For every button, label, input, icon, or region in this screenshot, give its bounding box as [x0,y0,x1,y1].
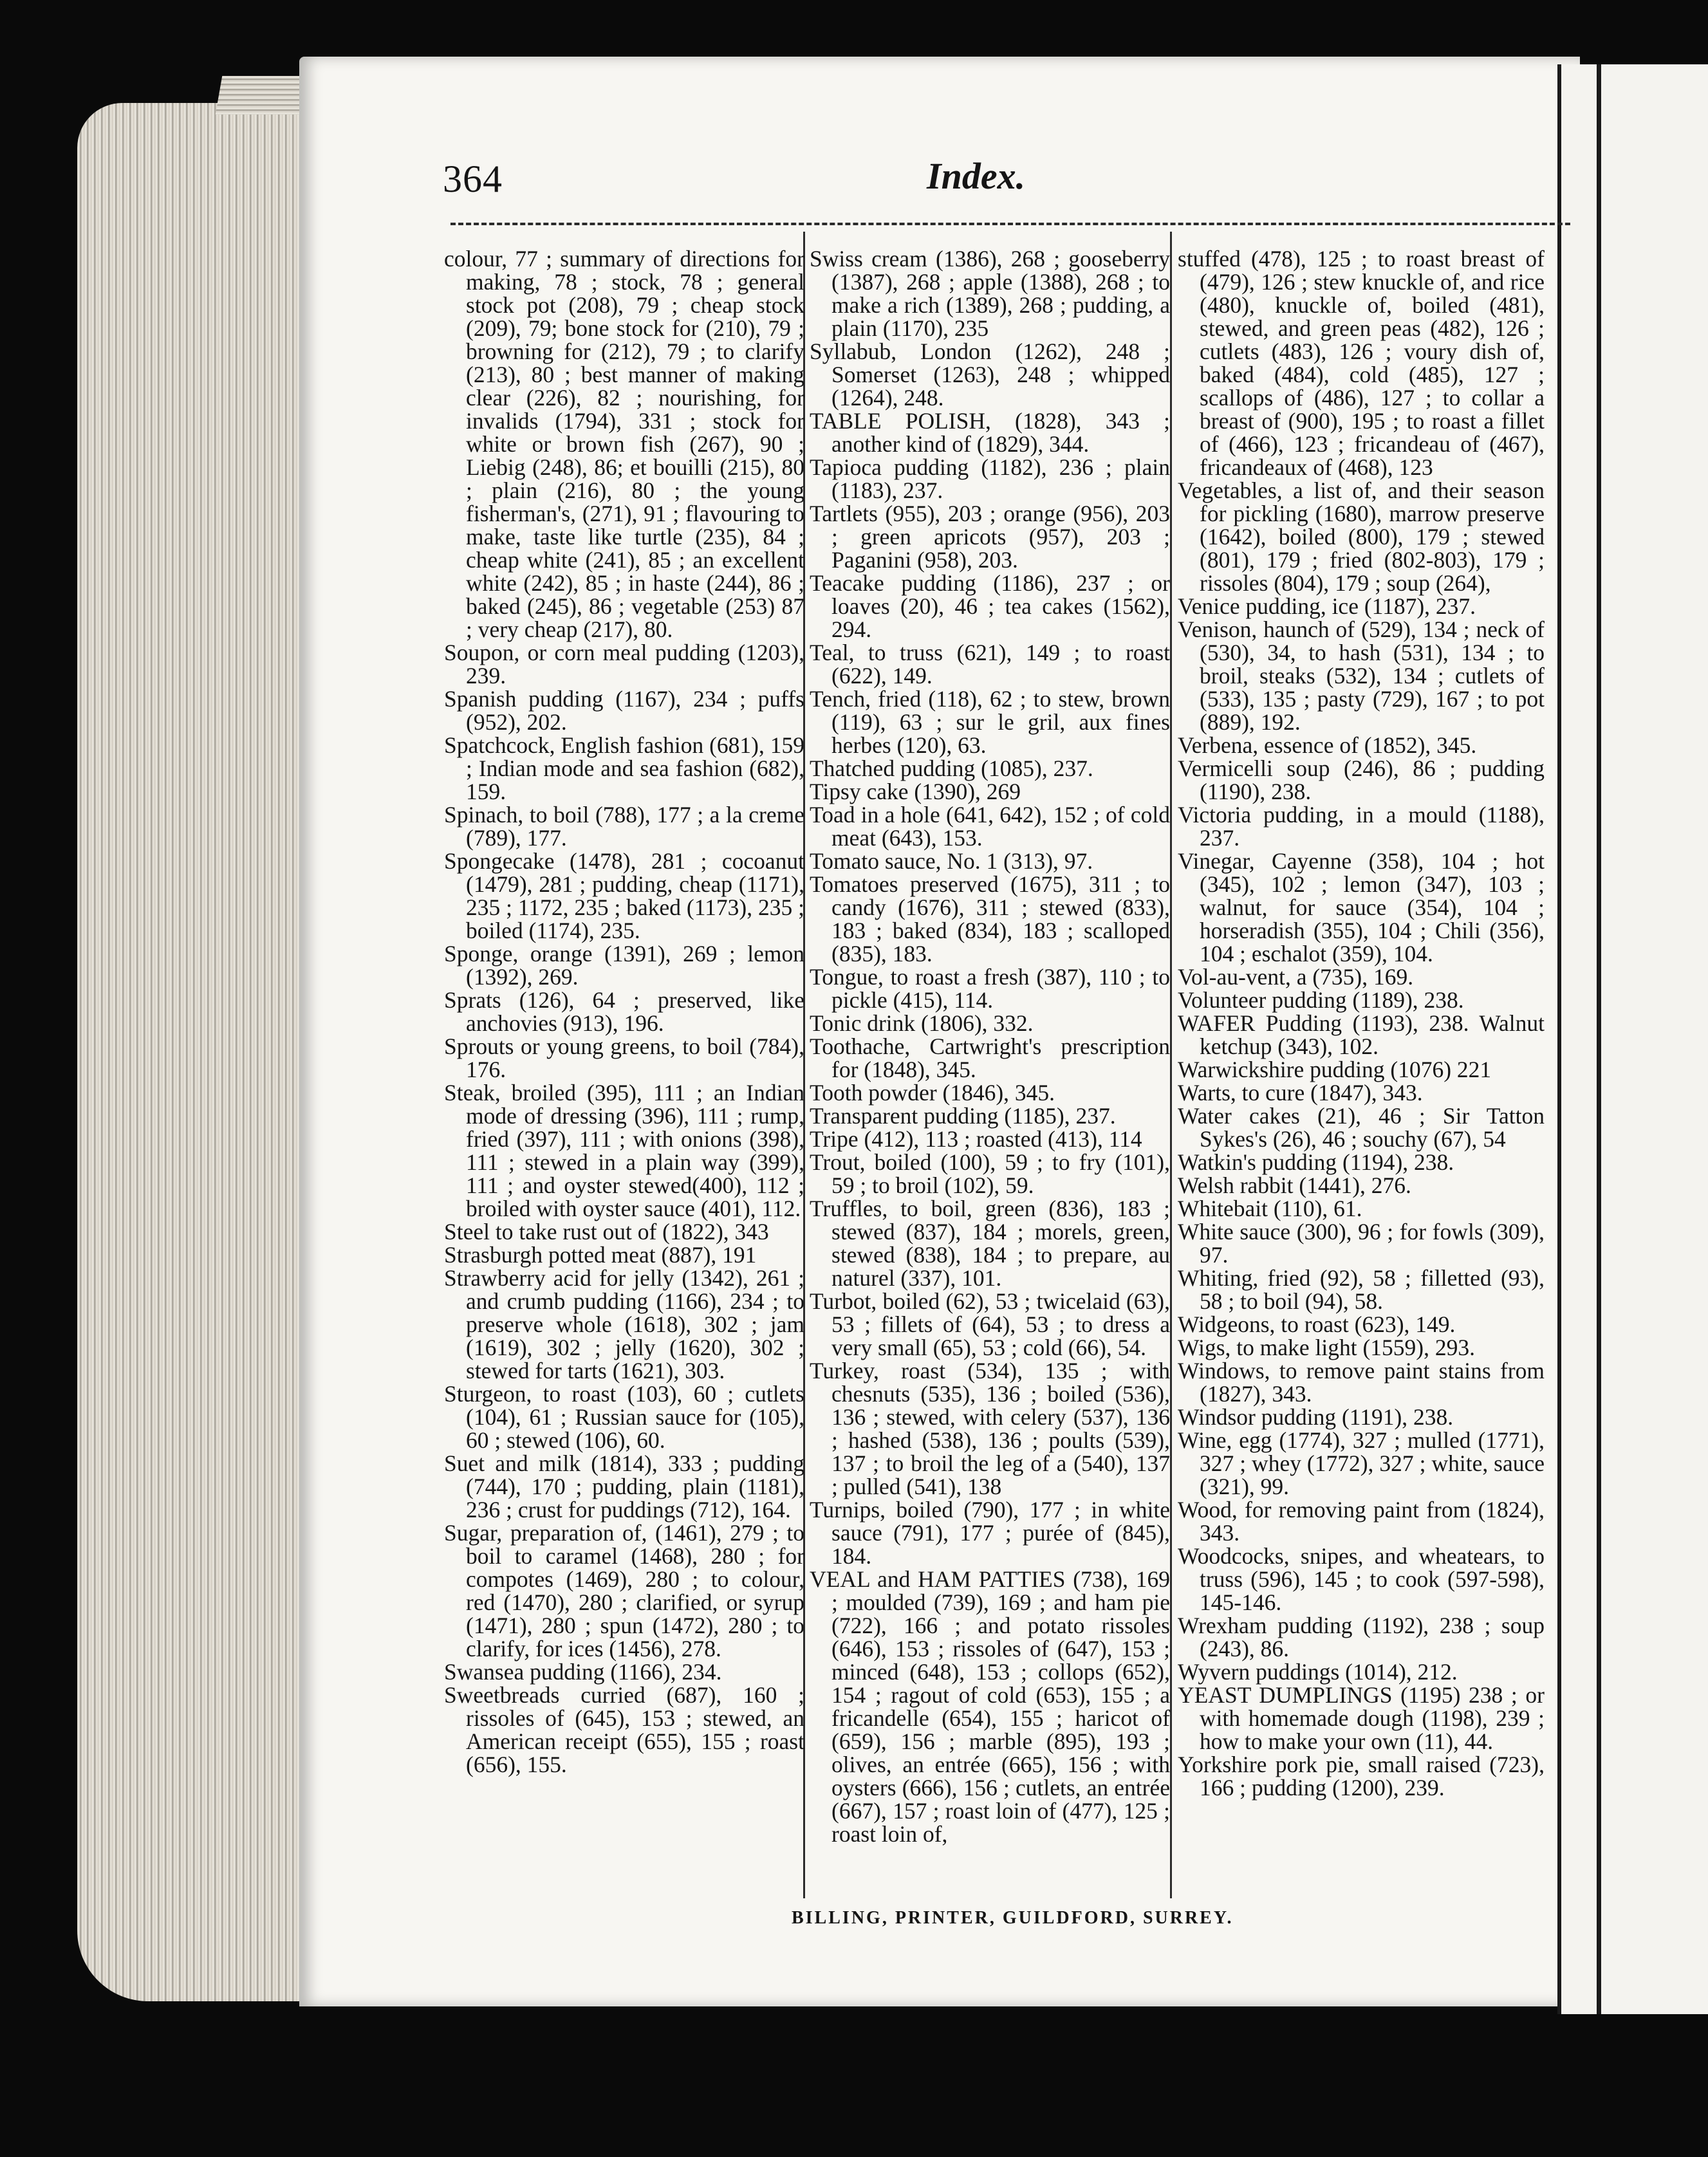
header-rule [450,223,1570,225]
index-entry: Steel to take rust out of (1822), 343 [444,1219,769,1245]
index-entry: Thatched pudding (1085), 237. [810,755,1093,781]
index-entry: Wrexham pudding (1192), 238 ; soup (243), 86. [1178,1613,1545,1662]
index-entry: Tongue, to roast a fresh (387), 110 ; to pickle (415), 114. [810,964,1170,1013]
index-entry: Swansea pudding (1166), 234. [444,1659,722,1685]
column-rule-2 [1170,232,1172,1898]
index-entry: Venison, haunch of (529), 134 ; neck of (530), 34, to hash (531), 134 ; to broil, steaks (532), 134 ; cutlets of (533), 135 ; pasty (729), 167 ; to pot (889), 192. [1178,616,1545,735]
book-page-edges [77,103,322,2001]
index-entry: Tartlets (955), 203 ; orange (956), 203 ; green apricots (957), 203 ; Paganini (958), 203. [810,501,1170,573]
index-entry: Toothache, Cartwright's prescription for (1848), 345. [810,1033,1170,1082]
index-entry: Tripe (412), 113 ; roasted (413), 114 [810,1126,1142,1152]
index-entry: Windows, to remove paint stains from (1827), 343. [1178,1358,1545,1407]
index-entry: Tomatoes preserved (1675), 311 ; to candy (1676), 311 ; stewed (833), 183 ; baked (834), 183 ; scalloped (835), 183. [810,871,1170,967]
index-entry: Swiss cream (1386), 268 ; gooseberry (1387), 268 ; apple (1388), 268 ; to make a rich (1389), 268 ; pudding, a plain (1170), 235 [810,246,1170,341]
index-entry: Strasburgh potted meat (887), 191 [444,1242,757,1268]
index-entry: Venice pudding, ice (1187), 237. [1178,593,1476,619]
index-entry: Water cakes (21), 46 ; Sir Tatton Sykes's (26), 46 ; souchy (67), 54 [1178,1103,1545,1152]
printer-imprint: BILLING, PRINTER, GUILDFORD, SURREY. [792,1908,1234,1928]
index-entry: WAFER Pudding (1193), 238. Walnut ketchup (343), 102. [1178,1010,1545,1059]
index-entry: Spinach, to boil (788), 177 ; a la creme (789), 177. [444,802,804,851]
index-entry: Syllabub, London (1262), 248 ; Somerset (1263), 248 ; whipped (1264), 248. [810,338,1170,411]
index-entry: Tench, fried (118), 62 ; to stew, brown (119), 63 ; sur le gril, aux fines herbes (120), 63. [810,686,1170,758]
index-entry: Toad in a hole (641, 642), 152 ; of cold meat (643), 153. [810,802,1170,851]
index-entry: Sugar, preparation of, (1461), 279 ; to boil to caramel (1468), 280 ; for compotes (1469), 280 ; to colour, red (1470), 280 ; clarified, or syrup (1471), 280 ; spun (1472), 280 ; to clarify, for ices (1456), 278. [444,1520,804,1662]
index-entry: Windsor pudding (1191), 238. [1178,1404,1454,1430]
facing-page-rule [1597,64,1601,2014]
index-entry: Turbot, boiled (62), 53 ; twicelaid (63), 53 ; fillets of (64), 53 ; to dress a very small (65), 53 ; cold (66), 54. [810,1288,1170,1360]
index-entry: Wood, for removing paint from (1824), 343. [1178,1497,1545,1546]
index-entry: Whiting, fried (92), 58 ; filletted (93), 58 ; to boil (94), 58. [1178,1265,1545,1314]
index-entry: colour, 77 ; summary of directions for making, 78 ; stock, 78 ; general stock pot (208), 79 ; cheap stock (209), 79; bone stock for (210), 79 ; browning for (212), 79 ; to clarify (213), 80 ; best manner of making clear (226), 82 ; nourishing, for invalids (1794), 331 ; stock for white or brown fish (267), 90 ; Liebig (248), 86; et bouilli (215), 80 ; plain (216), 80 ; the young fisherman's, (271), 91 ; flavouring to make, taste like turtle (235), 84 ; cheap white (241), 85 ; an excellent white (242), 85 ; in haste (244), 86 ; baked (245), 86 ; vegetable (253) 87 ; very cheap (217), 80. [444,246,804,642]
index-entry: Widgeons, to roast (623), 149. [1178,1311,1456,1337]
index-entry: Vegetables, a list of, and their season for pickling (1680), marrow preserve (1642), boiled (800), 179 ; stewed (801), 179 ; fried (802-803), 179 ; rissoles (804), 179 ; soup (264), [1178,477,1545,596]
index-entry: Whitebait (110), 61. [1178,1196,1362,1221]
index-entry: Trout, boiled (100), 59 ; to fry (101), 59 ; to broil (102), 59. [810,1149,1170,1198]
facing-page-strip [1557,64,1708,2014]
index-entry: Watkin's pudding (1194), 238. [1178,1149,1454,1175]
index-column-2 [810,247,1170,1846]
index-entry: Wine, egg (1774), 327 ; mulled (1771), 327 ; whey (1772), 327 ; white, sauce (321), 99. [1178,1427,1545,1499]
index-entry: Sturgeon, to roast (103), 60 ; cutlets (104), 61 ; Russian sauce for (105), 60 ; stewed (106), 60. [444,1381,804,1453]
index-entry: YEAST DUMPLINGS (1195) 238 ; or with homemade dough (1198), 239 ; how to make your own (11), 44. [1178,1682,1545,1754]
index-entry: Turnips, boiled (790), 177 ; in white sauce (791), 177 ; purée of (845), 184. [810,1497,1170,1569]
index-entry: Turkey, roast (534), 135 ; with chesnuts (535), 136 ; boiled (536), 136 ; stewed, with celery (537), 136 ; hashed (538), 136 ; poults (539), 137 ; to broil the leg of a (540), 137 ; pulled (541), 138 [810,1358,1170,1499]
running-head: Index. [927,155,1026,197]
index-entry: Vol-au-vent, a (735), 169. [1178,964,1414,990]
index-entry: Tapioca pudding (1182), 236 ; plain (1183), 237. [810,454,1170,503]
index-entry: Spongecake (1478), 281 ; cocoanut (1479), 281 ; pudding, cheap (1171), 235 ; 1172, 235 ; baked (1173), 235 ; boiled (1174), 235. [444,848,804,943]
index-entry: Verbena, essence of (1852), 345. [1178,732,1477,758]
index-entry: Vermicelli soup (246), 86 ; pudding (1190), 238. [1178,755,1545,804]
index-entry: Volunteer pudding (1189), 238. [1178,987,1464,1013]
index-entry: VEAL and HAM PATTIES (738), 169 ; moulded (739), 169 ; and ham pie (722), 166 ; and potato rissoles (646), 153 ; rissoles of (647), 153 ; minced (648), 153 ; collops (652), 154 ; ragout of cold (653), 155 ; a fricandelle (654), 155 ; haricot of (659), 156 ; marble (895), 193 ; olives, an entrée (665), 156 ; with oysters (666), 156 ; cutlets, an entrée (667), 157 ; roast loin of (477), 125 ; roast loin of, [810,1566,1170,1847]
index-entry: Tooth powder (1846), 345. [810,1080,1055,1106]
index-entry: TABLE POLISH, (1828), 343 ; another kind of (1829), 344. [810,408,1170,457]
index-entry: Tipsy cake (1390), 269 [810,779,1021,804]
index-entry: Wigs, to make light (1559), 293. [1178,1335,1475,1360]
index-entry: Warts, to cure (1847), 343. [1178,1080,1423,1106]
index-entry: Suet and milk (1814), 333 ; pudding (744), 170 ; pudding, plain (1181), 236 ; crust for puddings (712), 164. [444,1450,804,1523]
index-column-3 [1178,247,1545,1799]
index-entry: Spatchcock, English fashion (681), 159 ; Indian mode and sea fashion (682), 159. [444,732,805,804]
index-entry: Wyvern puddings (1014), 212. [1178,1659,1458,1685]
page-number: 364 [443,158,503,200]
index-entry: Sponge, orange (1391), 269 ; lemon (1392), 269. [444,941,804,990]
index-entry: Strawberry acid for jelly (1342), 261 ; and crumb pudding (1166), 234 ; to preserve whole (1618), 302 ; jam (1619), 302 ; jelly (1620), 302 ; stewed for tarts (1621), 303. [444,1265,804,1384]
index-column-1 [444,247,804,1776]
index-entry: stuffed (478), 125 ; to roast breast of (479), 126 ; stew knuckle of, and rice (480), knuckle of, boiled (481), stewed, and green peas (482), 126 ; cutlets (483), 126 ; voury dish of, baked (484), cold (485), 127 ; scallops of (486), 127 ; to collar a breast of (900), 195 ; to roast a fillet of (466), 123 ; fricandeau of (467), fricandeaux of (468), 123 [1178,246,1545,480]
index-entry: White sauce (300), 96 ; for fowls (309), 97. [1178,1219,1545,1268]
index-entry: Vinegar, Cayenne (358), 104 ; hot (345), 102 ; lemon (347), 103 ; walnut, for sauce (354), 104 ; horseradish (355), 104 ; Chili (356), 104 ; eschalot (359), 104. [1178,848,1545,967]
index-entry: Victoria pudding, in a mould (1188), 237. [1178,802,1545,851]
index-entry: Sweetbreads curried (687), 160 ; rissoles of (645), 153 ; stewed, an American receipt (655), 155 ; roast (656), 155. [444,1682,804,1777]
index-entry: Sprouts or young greens, to boil (784), 176. [444,1033,804,1082]
index-entry: Steak, broiled (395), 111 ; an Indian mode of dressing (396), 111 ; rump, fried (397), 111 ; with onions (398), 111 ; stewed in a plain way (399), 111 ; and oyster stewed(400), 112 ; broiled with oyster sauce (401), 112. [444,1080,804,1221]
index-entry: Tomato sauce, No. 1 (313), 97. [810,848,1093,874]
index-entry: Sprats (126), 64 ; preserved, like anchovies (913), 196. [444,987,804,1036]
index-entry: Teacake pudding (1186), 237 ; or loaves (20), 46 ; tea cakes (1562), 294. [810,570,1170,642]
index-entry: Transparent pudding (1185), 237. [810,1103,1116,1129]
index-entry: Welsh rabbit (1441), 276. [1178,1172,1411,1198]
index-entry: Soupon, or corn meal pudding (1203), 239. [444,640,804,689]
index-entry: Yorkshire pork pie, small raised (723), 166 ; pudding (1200), 239. [1178,1752,1545,1801]
index-entry: Truffles, to boil, green (836), 183 ; stewed (837), 184 ; morels, green, stewed (838), 184 ; to prepare, au naturel (337), 101. [810,1196,1170,1291]
index-entry: Spanish pudding (1167), 234 ; puffs (952), 202. [444,686,804,735]
index-entry: Teal, to truss (621), 149 ; to roast (622), 149. [810,640,1170,689]
index-entry: Warwickshire pudding (1076) 221 [1178,1057,1492,1082]
index-entry: Woodcocks, snipes, and wheatears, to truss (596), 145 ; to cook (597-598), 145-146. [1178,1543,1545,1615]
index-entry: Tonic drink (1806), 332. [810,1010,1034,1036]
